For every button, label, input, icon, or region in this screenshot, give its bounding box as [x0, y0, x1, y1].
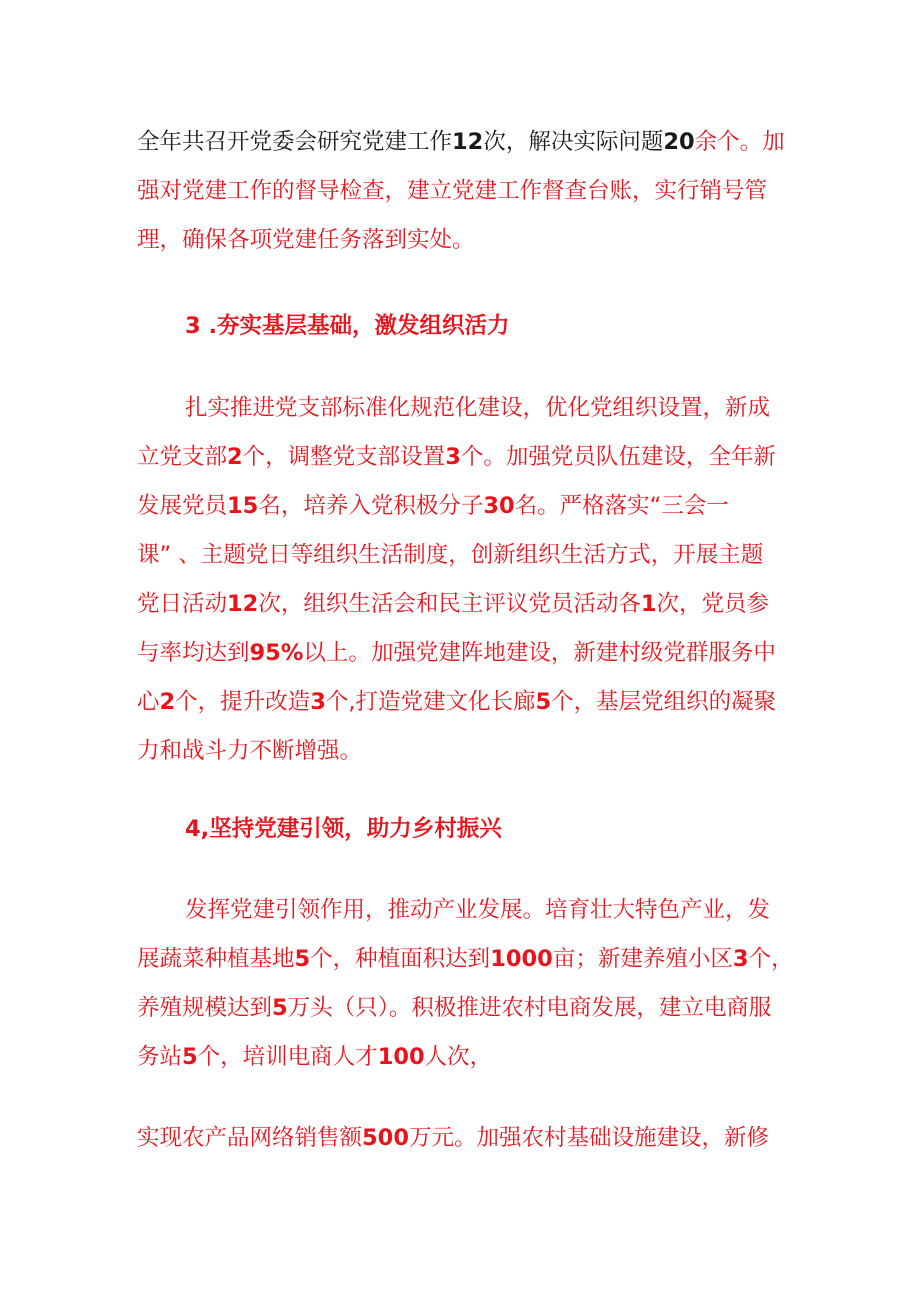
- text-line: [137, 1114, 837, 1163]
- text-run: 个，: [748, 946, 794, 972]
- number-run: 30: [483, 493, 515, 519]
- text-run: 立党支部: [137, 444, 228, 470]
- text-line: [137, 984, 837, 1033]
- text-line: 理，确保各项党建任务落到实处。: [137, 227, 475, 253]
- number-run: 15: [227, 493, 259, 519]
- text-line: [137, 433, 837, 482]
- text-run: 心: [137, 689, 160, 715]
- text-run: 万头（只）。积极推进农村电商发展，建立电商服: [287, 995, 772, 1021]
- number-run: 20: [663, 129, 695, 155]
- text-line: [137, 580, 837, 629]
- text-run: 以上。加强党建阵地建设，新建村级党群服务中: [303, 640, 776, 666]
- number-run: 5: [182, 1044, 198, 1070]
- number-run: 3: [732, 946, 749, 972]
- text-line: [137, 118, 837, 167]
- text-run: 次，解决实际问题: [483, 129, 664, 155]
- number-run: 3: [445, 444, 461, 470]
- text-line: 强对党建工作的督导检查，建立党建工作督查台账，实行销号管: [137, 178, 768, 204]
- paragraph-rural-revitalization: [137, 886, 837, 1082]
- text-run: 务站: [137, 1044, 183, 1070]
- text-run: 加: [762, 129, 785, 155]
- number-run: 1000: [490, 946, 553, 972]
- text-run: 名。严格落实“三会一: [514, 493, 729, 519]
- number-run: 12: [227, 591, 259, 617]
- section-heading-4: 4,坚持党建引领，助力乡村振兴: [185, 816, 502, 842]
- text-run: 养殖规模达到: [137, 995, 273, 1021]
- text-line: [137, 482, 837, 531]
- number-run: 3: [310, 689, 326, 715]
- text-run: 名，培养入党积极分子: [258, 493, 484, 519]
- number-run: 12: [452, 129, 484, 155]
- text-run: 与率均达到: [137, 640, 250, 666]
- text-line: 课” 、主题党日等组织生活制度，创新组织生活方式，开展主题: [137, 542, 764, 568]
- text-line: [137, 935, 837, 984]
- text-run: 个，基层党组织的凝聚: [551, 689, 777, 715]
- paragraph-ecommerce-sales: [137, 1114, 837, 1163]
- number-run: 5: [272, 995, 288, 1021]
- text-line: 发挥党建引领作用，推动产业发展。培育壮大特色产业，发: [185, 897, 771, 923]
- text-run: 实现农产品网络销售额: [137, 1125, 363, 1151]
- text-run: 个，调整党支部设置: [242, 444, 446, 470]
- number-run: 500: [362, 1125, 409, 1151]
- text-run: 个，种植面积达到: [310, 946, 491, 972]
- text-run: 亩；新建养殖小区: [552, 946, 733, 972]
- text-run: 个。加强党员队伍建设，全年新: [460, 444, 776, 470]
- text-line: [137, 1033, 837, 1082]
- text-run: 发展党员: [137, 493, 228, 519]
- paragraph-grassroots: [137, 384, 837, 776]
- number-run: 5: [294, 946, 311, 972]
- text-run: 全年共召开党委会研究党建工作: [137, 129, 453, 155]
- text-run: 展蔬菜种植基地: [137, 946, 295, 972]
- text-line: 扎实推进党支部标准化规范化建设，优化党组织设置，新成: [185, 395, 771, 421]
- text-run: 余个。: [694, 129, 763, 155]
- text-run: 万元。加强农村基础设施建设，新修: [408, 1125, 769, 1151]
- number-run: 5: [535, 689, 552, 715]
- number-run: 1: [640, 591, 657, 617]
- number-run: 100: [377, 1044, 425, 1070]
- text-run: 人次，: [424, 1044, 493, 1070]
- text-run: 党日活动: [137, 591, 228, 617]
- text-line: 力和战斗力不断增强。: [137, 738, 363, 764]
- paragraph-party-committee: [137, 118, 837, 265]
- number-run: 95%: [249, 640, 304, 666]
- number-run: 2: [227, 444, 243, 470]
- text-run: 次，组织生活会和民主评议党员活动各: [258, 591, 641, 617]
- number-run: 2: [159, 689, 176, 715]
- text-line: [137, 678, 837, 727]
- text-run: 个,打造党建文化长廊: [325, 689, 536, 715]
- text-run: 个，提升改造: [175, 689, 311, 715]
- text-run: 次，党员参: [656, 591, 770, 617]
- section-heading-3: 3 .夯实基层基础，激发组织活力: [185, 313, 510, 339]
- text-line: [137, 629, 837, 678]
- text-run: 个，培训电商人才: [197, 1044, 378, 1070]
